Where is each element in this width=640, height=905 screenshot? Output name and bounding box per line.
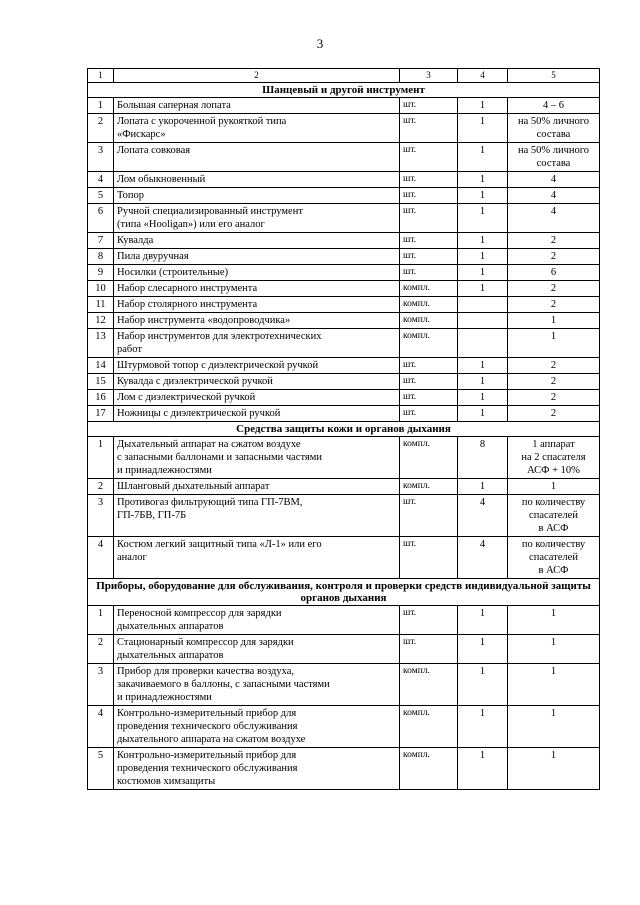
name-line: проведения технического обслуживания <box>117 763 298 774</box>
section-title: Средства защиты кожи и органов дыхания <box>88 422 600 437</box>
name-line: Дыхательный аппарат на сжатом воздухе <box>117 439 301 450</box>
name-line: Набор инструментов для электротехнических <box>117 331 322 342</box>
norm-value <box>508 374 600 390</box>
table-row <box>88 249 600 265</box>
item-name <box>114 406 400 422</box>
quantity: 1 <box>458 635 508 664</box>
item-name <box>114 635 400 664</box>
quantity: 1 <box>458 204 508 233</box>
column-number: 2 <box>114 69 400 83</box>
unit-of-measure: шт. <box>400 233 458 249</box>
norm-line: на 50% личного <box>517 145 590 156</box>
quantity: 1 <box>458 606 508 635</box>
quantity: 1 <box>458 249 508 265</box>
row-number: 1 <box>88 437 114 479</box>
norm-line: 4 <box>550 190 557 201</box>
norm-value <box>508 358 600 374</box>
item-name <box>114 188 400 204</box>
quantity: 1 <box>458 188 508 204</box>
section-header-row <box>88 579 600 606</box>
item-name <box>114 98 400 114</box>
page-number: 3 <box>316 36 324 51</box>
unit-of-measure: шт. <box>400 172 458 188</box>
name-line: «Фискарс» <box>117 129 166 140</box>
name-line: дыхательных аппаратов <box>117 621 224 632</box>
row-number: 4 <box>88 706 114 748</box>
norm-value <box>508 706 600 748</box>
unit-of-measure: шт. <box>400 606 458 635</box>
row-number: 8 <box>88 249 114 265</box>
norm-line: 1 <box>550 637 557 648</box>
row-number: 3 <box>88 495 114 537</box>
norm-line: 1 <box>550 708 557 719</box>
quantity: 1 <box>458 265 508 281</box>
unit-of-measure: компл. <box>400 664 458 706</box>
quantity: 1 <box>458 664 508 706</box>
quantity: 1 <box>458 479 508 495</box>
name-line: Топор <box>117 190 144 201</box>
norm-line: 1 аппарат <box>532 439 575 450</box>
column-number: 4 <box>458 69 508 83</box>
item-name <box>114 265 400 281</box>
row-number: 3 <box>88 664 114 706</box>
quantity: 8 <box>458 437 508 479</box>
table-row <box>88 143 600 172</box>
item-name <box>114 374 400 390</box>
name-line: Большая саперная лопата <box>117 100 231 111</box>
unit-of-measure: компл. <box>400 313 458 329</box>
table-row <box>88 358 600 374</box>
unit-of-measure: шт. <box>400 98 458 114</box>
norm-line: спасателей <box>529 552 578 563</box>
quantity: 1 <box>458 748 508 790</box>
item-name <box>114 233 400 249</box>
unit-of-measure: шт. <box>400 635 458 664</box>
name-line: Носилки (строительные) <box>117 267 229 278</box>
name-line: Лом с диэлектрической ручкой <box>117 392 256 403</box>
norm-line: 4 <box>550 174 557 185</box>
name-line: Контрольно-измерительный прибор для <box>117 750 297 761</box>
unit-of-measure: компл. <box>400 437 458 479</box>
equipment-table <box>87 68 600 790</box>
quantity: 1 <box>458 281 508 297</box>
norm-value <box>508 114 600 143</box>
row-number: 17 <box>88 406 114 422</box>
norm-line: состава <box>536 158 571 169</box>
name-line: Кувалда <box>117 235 154 246</box>
section-title: Приборы, оборудование для обслуживания, контроля и проверки средств индивидуальной защиты органов дыхания <box>88 579 600 606</box>
quantity <box>458 297 508 313</box>
column-number-row <box>88 69 600 83</box>
name-line: костюмов химзащиты <box>117 776 216 787</box>
quantity: 1 <box>458 143 508 172</box>
norm-line: 2 <box>550 360 557 371</box>
norm-line: 1 <box>550 750 557 761</box>
norm-line: 6 <box>550 267 557 278</box>
unit-of-measure: шт. <box>400 390 458 406</box>
name-line: Кувалда с диэлектрической ручкой <box>117 376 273 387</box>
name-line: Набор слесарного инструмента <box>117 283 258 294</box>
item-name <box>114 479 400 495</box>
item-name <box>114 143 400 172</box>
norm-line: на 2 спасателя <box>521 452 586 463</box>
norm-line: 2 <box>550 392 557 403</box>
name-line: Ручной специализированный инструмент <box>117 206 303 217</box>
name-line: Контрольно-измерительный прибор для <box>117 708 297 719</box>
row-number: 3 <box>88 143 114 172</box>
row-number: 4 <box>88 172 114 188</box>
norm-value <box>508 437 600 479</box>
row-number: 10 <box>88 281 114 297</box>
item-name <box>114 606 400 635</box>
norm-value <box>508 406 600 422</box>
quantity: 4 <box>458 495 508 537</box>
table-row <box>88 114 600 143</box>
norm-line: спасателей <box>529 510 578 521</box>
item-name <box>114 329 400 358</box>
row-number: 5 <box>88 188 114 204</box>
name-line: и принадлежностями <box>117 465 212 476</box>
quantity <box>458 313 508 329</box>
section-header-row <box>88 83 600 98</box>
unit-of-measure: шт. <box>400 249 458 265</box>
unit-of-measure: шт. <box>400 204 458 233</box>
norm-line: 2 <box>550 251 557 262</box>
norm-value <box>508 606 600 635</box>
norm-value <box>508 664 600 706</box>
norm-line: 2 <box>550 235 557 246</box>
unit-of-measure: компл. <box>400 281 458 297</box>
norm-value <box>508 329 600 358</box>
name-line: с запасными баллонами и запасными частями <box>117 452 323 463</box>
item-name <box>114 114 400 143</box>
norm-line: по количеству <box>521 539 586 550</box>
table-row <box>88 748 600 790</box>
name-line: дыхательных аппаратов <box>117 650 224 661</box>
name-line: Шланговый дыхательный аппарат <box>117 481 270 492</box>
table-row <box>88 329 600 358</box>
name-line: ГП-7БВ, ГП-7Б <box>117 510 187 521</box>
name-line: закачиваемого в баллоны, с запасными частями <box>117 679 330 690</box>
norm-line: 1 <box>550 608 557 619</box>
equipment-table-body <box>88 69 600 790</box>
table-row <box>88 606 600 635</box>
name-line: Стационарный компрессор для зарядки <box>117 637 294 648</box>
unit-of-measure: шт. <box>400 374 458 390</box>
norm-value <box>508 172 600 188</box>
norm-value <box>508 249 600 265</box>
section-title: Шанцевый и другой инструмент <box>88 83 600 98</box>
norm-value <box>508 204 600 233</box>
quantity: 1 <box>458 98 508 114</box>
table-row <box>88 635 600 664</box>
table-row <box>88 437 600 479</box>
name-line: Штурмовой топор с диэлектрической ручкой <box>117 360 319 371</box>
norm-value <box>508 495 600 537</box>
name-line: проведения технического обслуживания <box>117 721 298 732</box>
item-name <box>114 706 400 748</box>
row-number: 15 <box>88 374 114 390</box>
quantity: 1 <box>458 172 508 188</box>
norm-line: состава <box>536 129 571 140</box>
norm-line: 1 <box>550 331 557 342</box>
norm-line: 2 <box>550 299 557 310</box>
table-row <box>88 390 600 406</box>
quantity: 1 <box>458 358 508 374</box>
quantity: 1 <box>458 406 508 422</box>
row-number: 9 <box>88 265 114 281</box>
name-line: Костюм легкий защитный типа «Л-1» или его <box>117 539 322 550</box>
unit-of-measure: шт. <box>400 188 458 204</box>
norm-value <box>508 635 600 664</box>
item-name <box>114 390 400 406</box>
item-name <box>114 313 400 329</box>
unit-of-measure: компл. <box>400 479 458 495</box>
norm-value <box>508 143 600 172</box>
item-name <box>114 664 400 706</box>
column-number: 5 <box>508 69 600 83</box>
name-line: работ <box>117 344 142 355</box>
norm-line: 2 <box>550 376 557 387</box>
table-row <box>88 265 600 281</box>
unit-of-measure: компл. <box>400 748 458 790</box>
norm-line: в АСФ <box>538 565 569 576</box>
table-row <box>88 406 600 422</box>
norm-line: 1 <box>550 666 557 677</box>
norm-line: 2 <box>550 408 557 419</box>
item-name <box>114 281 400 297</box>
norm-value <box>508 297 600 313</box>
name-line: Ножницы с диэлектрической ручкой <box>117 408 281 419</box>
norm-value <box>508 98 600 114</box>
row-number: 11 <box>88 297 114 313</box>
row-number: 4 <box>88 537 114 579</box>
row-number: 16 <box>88 390 114 406</box>
unit-of-measure: компл. <box>400 706 458 748</box>
table-row <box>88 188 600 204</box>
quantity: 1 <box>458 390 508 406</box>
row-number: 6 <box>88 204 114 233</box>
unit-of-measure: шт. <box>400 265 458 281</box>
row-number: 14 <box>88 358 114 374</box>
table-row <box>88 664 600 706</box>
name-line: Лом обыкновенный <box>117 174 206 185</box>
item-name <box>114 358 400 374</box>
name-line: Переносной компрессор для зарядки <box>117 608 282 619</box>
norm-line: на 50% личного <box>517 116 590 127</box>
table-row <box>88 233 600 249</box>
name-line: (типа «Hooligan») или его аналог <box>117 219 265 230</box>
item-name <box>114 495 400 537</box>
table-row <box>88 297 600 313</box>
name-line: Противогаз фильтрующий типа ГП-7ВМ, <box>117 497 303 508</box>
name-line: Лопата с укороченной рукояткой типа <box>117 116 287 127</box>
row-number: 13 <box>88 329 114 358</box>
quantity: 1 <box>458 233 508 249</box>
table-row <box>88 479 600 495</box>
column-number: 1 <box>88 69 114 83</box>
item-name <box>114 748 400 790</box>
name-line: Прибор для проверки качества воздуха, <box>117 666 295 677</box>
table-row <box>88 495 600 537</box>
table-row <box>88 204 600 233</box>
row-number: 2 <box>88 114 114 143</box>
unit-of-measure: шт. <box>400 143 458 172</box>
table-row <box>88 172 600 188</box>
item-name <box>114 204 400 233</box>
table-row <box>88 313 600 329</box>
row-number: 2 <box>88 479 114 495</box>
row-number: 2 <box>88 635 114 664</box>
unit-of-measure: компл. <box>400 297 458 313</box>
row-number: 12 <box>88 313 114 329</box>
unit-of-measure: шт. <box>400 406 458 422</box>
norm-value <box>508 265 600 281</box>
name-line: Лопата совковая <box>117 145 191 156</box>
table-row <box>88 706 600 748</box>
norm-line: 4 – 6 <box>543 100 564 111</box>
norm-line: по количеству <box>521 497 586 508</box>
unit-of-measure: шт. <box>400 114 458 143</box>
norm-value <box>508 390 600 406</box>
quantity <box>458 329 508 358</box>
row-number: 7 <box>88 233 114 249</box>
item-name <box>114 249 400 265</box>
name-line: Набор инструмента «водопроводчика» <box>117 315 291 326</box>
unit-of-measure: шт. <box>400 495 458 537</box>
row-number: 1 <box>88 98 114 114</box>
item-name <box>114 297 400 313</box>
norm-value <box>508 233 600 249</box>
name-line: и принадлежностями <box>117 692 212 703</box>
name-line: дыхательного аппарата на сжатом воздухе <box>117 734 306 745</box>
table-row <box>88 98 600 114</box>
item-name <box>114 437 400 479</box>
norm-value <box>508 748 600 790</box>
norm-value <box>508 281 600 297</box>
table-row <box>88 537 600 579</box>
quantity: 1 <box>458 706 508 748</box>
norm-line: АСФ + 10% <box>527 465 580 476</box>
column-number: 3 <box>400 69 458 83</box>
norm-line: 1 <box>550 481 557 492</box>
norm-line: 1 <box>550 315 557 326</box>
norm-value <box>508 537 600 579</box>
name-line: Набор столярного инструмента <box>117 299 258 310</box>
norm-line: 4 <box>550 206 557 217</box>
norm-line: в АСФ <box>538 523 569 534</box>
item-name <box>114 537 400 579</box>
norm-value <box>508 313 600 329</box>
quantity: 1 <box>458 374 508 390</box>
name-line: аналог <box>117 552 147 563</box>
row-number: 5 <box>88 748 114 790</box>
quantity: 4 <box>458 537 508 579</box>
quantity: 1 <box>458 114 508 143</box>
table-row <box>88 281 600 297</box>
unit-of-measure: шт. <box>400 537 458 579</box>
section-header-row <box>88 422 600 437</box>
row-number: 1 <box>88 606 114 635</box>
norm-value <box>508 188 600 204</box>
item-name <box>114 172 400 188</box>
table-row <box>88 374 600 390</box>
norm-line: 2 <box>550 283 557 294</box>
norm-value <box>508 479 600 495</box>
unit-of-measure: шт. <box>400 358 458 374</box>
name-line: Пила двуручная <box>117 251 189 262</box>
unit-of-measure: компл. <box>400 329 458 358</box>
